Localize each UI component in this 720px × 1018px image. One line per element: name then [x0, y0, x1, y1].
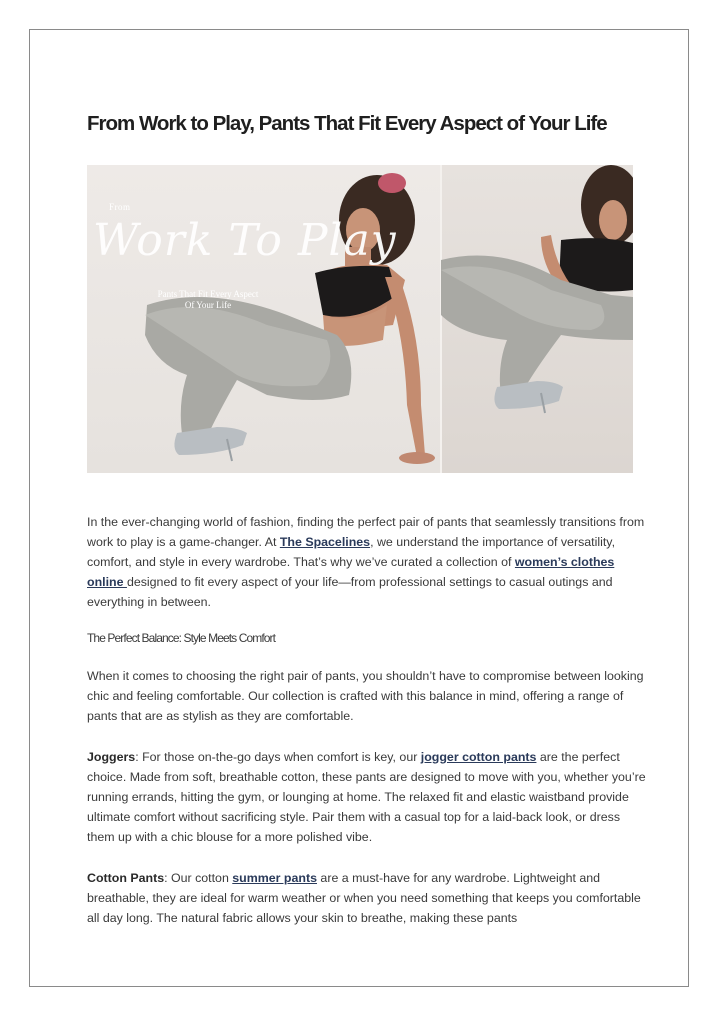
balance-paragraph: When it comes to choosing the right pair of pants, you shouldn’t have to compromise between looking chic and feeling comfortable. Our collection is crafted with this balance in mind, offering a range of pants that are as stylish as they are comfortable. — [87, 669, 644, 723]
cotton-pants-text-2: are a must-have for any wardrobe. Lightweight and breathable, they are ideal for warm weather or when you need something that keeps you comfortable all day long. The natural fabric allows your skin to breathe, making these pants — [87, 871, 641, 925]
hero-overlay-script: Work To Play — [93, 215, 397, 266]
intro-text-2: , we understand the importance of versatility, comfort, and style in every wardrobe. That’s why we’ve curated a collection of — [87, 535, 616, 569]
womens-clothes-online-link[interactable]: women’s clothes online — [87, 555, 615, 589]
hero-overlay-sub-line1: Pants That Fit Every Aspect — [157, 289, 259, 299]
joggers-paragraph — [87, 747, 647, 847]
joggers-text-1: : For those on-the-go days when comfort is key, our — [135, 750, 421, 764]
hero-image — [87, 165, 633, 473]
intro-text-1: In the ever-changing world of fashion, finding the perfect pair of pants that seamlessly transitions from work to play is a game-changer. At — [87, 515, 645, 549]
joggers-text-2: are the perfect choice. Made from soft, breathable cotton, these pants are designed to move with you, whether you’re running errands, hitting the gym, or lounging at home. The relaxed fit and elastic waistband provide ultimate comfort without sacrificing style. Pair them with a casual top for a laid-back look, or dress them up with a chic blouse for a more polished vibe. — [87, 750, 646, 844]
hero-overlay-sub-line2: Of Your Life — [184, 300, 232, 310]
intro-text-3: designed to fit every aspect of your life—from professional settings to casual outings and everything in between. — [87, 575, 613, 609]
section-heading: The Perfect Balance: Style Meets Comfort — [87, 631, 276, 645]
jogger-cotton-pants-link[interactable]: jogger cotton pants — [420, 750, 537, 764]
page-title: From Work to Play, Pants That Fit Every Aspect of Your Life — [87, 112, 607, 135]
cotton-pants-label: Cotton Pants — [87, 871, 165, 885]
hero-overlay-subtitle — [133, 289, 283, 311]
summer-pants-link[interactable]: summer pants — [232, 871, 317, 885]
the-spacelines-link[interactable]: The Spacelines — [279, 535, 371, 549]
cotton-pants-paragraph — [87, 868, 647, 928]
model-illustration-left — [87, 165, 441, 473]
cotton-pants-text-1: : Our cotton — [164, 871, 233, 885]
joggers-label: Joggers — [87, 750, 136, 764]
model-illustration-right — [441, 165, 633, 473]
intro-paragraph — [87, 512, 647, 612]
hero-overlay-from: From — [109, 202, 131, 212]
